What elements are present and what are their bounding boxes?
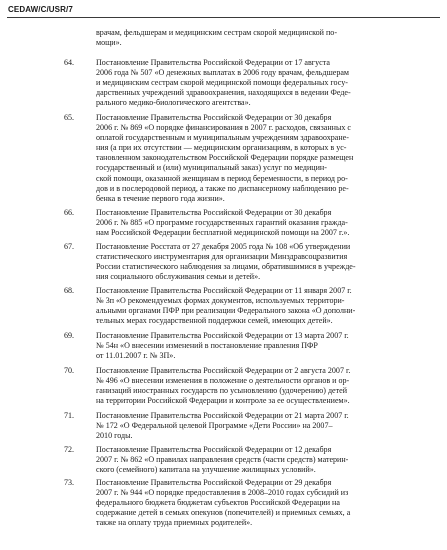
- text-line: № 3п «О рекомендуемых формах документов, используемых территори-: [96, 296, 345, 306]
- text-line: государственный и (или) муниципальный заказ) услуг по медицин-: [96, 163, 327, 173]
- item-number: 65.: [64, 113, 75, 122]
- text-line: Постановление Правительства Российской Федерации от 30 декабря: [96, 208, 332, 217]
- text-line: России статистического наблюдения за лицами, обратившимися в учрежде-: [96, 262, 356, 272]
- text-line: Постановление Росстата от 27 декабря 2005 года № 108 «Об утверждении: [96, 242, 351, 251]
- text-line: мощи».: [96, 38, 122, 48]
- text-line: № 54н «О внесении изменений в постановление правления ПФР: [96, 341, 318, 351]
- item-text: [96, 286, 392, 326]
- continuation-paragraph: [96, 28, 392, 48]
- item-text: [96, 331, 392, 361]
- document-symbol: CEDAW/C/USR/7: [8, 5, 73, 14]
- item-number: 67.: [64, 242, 75, 251]
- item-text: [96, 58, 392, 108]
- text-line: ния (а при их отсутствии — медицинским организациям, в которых в ус-: [96, 143, 347, 153]
- item-number: 71.: [64, 411, 75, 420]
- text-line: 2007 г. № 862 «О правилах направления средств (части средств) материн-: [96, 455, 349, 465]
- text-line: Постановление Правительства Российской Федерации от 29 декабря: [96, 478, 332, 487]
- item-text: [96, 208, 392, 238]
- text-line: 2006 года № 507 «О денежных выплатах в 2006 году врачам, фельдшерам: [96, 68, 350, 78]
- text-line: Постановление Правительства Российской Федерации от 17 августа: [96, 58, 330, 67]
- text-line: и медицинским сестрам скорой медицинской помощи федеральных госу-: [96, 78, 348, 88]
- text-line: 2006 г. № 869 «О порядке финансирования в 2007 г. расходов, связанных с: [96, 123, 351, 133]
- text-line: 2006 г. № 885 «О программе государственных гарантий оказания гражда-: [96, 218, 348, 228]
- text-line: дарственных учреждений здравоохранения, находящихся в ведении Феде-: [96, 88, 351, 98]
- item-text: [96, 445, 392, 475]
- text-line: Постановление Правительства Российской Федерации от 30 декабря: [96, 113, 332, 122]
- item-number: 70.: [64, 366, 75, 375]
- text-line: ганизаций иностранных государств по усыновлению (удочерению) детей: [96, 386, 348, 396]
- item-number: 72.: [64, 445, 75, 454]
- text-line: рального медико-биологического агентства».: [96, 98, 251, 108]
- item-number: 64.: [64, 58, 75, 67]
- text-line: от 11.01.2007 г. № 3П».: [96, 351, 176, 361]
- text-line: тельных мерах государственной поддержки семей, имеющих детей».: [96, 316, 333, 326]
- text-line: оплатой государственным и муниципальным учреждениям здравоохране-: [96, 133, 349, 143]
- item-number: 69.: [64, 331, 75, 340]
- item-text: [96, 242, 392, 282]
- text-line: № 496 «О внесении изменения в положение о деятельности органов и ор-: [96, 376, 350, 386]
- text-line: федерального бюджета бюджетам субъектов Российской Федерации на: [96, 498, 340, 508]
- item-number: 66.: [64, 208, 75, 217]
- text-line: на территории Российской Федерации и контроле за ее осуществлением».: [96, 396, 350, 406]
- item-number: 73.: [64, 478, 75, 487]
- item-text: [96, 366, 392, 406]
- text-line: Постановление Правительства Российской Федерации от 21 марта 2007 г.: [96, 411, 349, 420]
- text-line: 2007 г. № 944 «О порядке предоставления в 2008–2010 годах субсидий из: [96, 488, 349, 498]
- text-line: статистического инструментария для организации Минздравсоцразвития: [96, 252, 348, 262]
- text-line: ния социального обслуживания семьи и детей».: [96, 272, 261, 282]
- text-line: содержание детей в семьях опекунов (попечителей) и приемных семьях, а: [96, 508, 351, 518]
- text-line: ской помощи, оказанной женщинам в период беременности, в период ро-: [96, 173, 348, 183]
- text-line: Постановление Правительства Российской Федерации от 13 марта 2007 г.: [96, 331, 349, 340]
- text-line: ского (семейного) капитала на улучшение жилищных условий».: [96, 465, 316, 475]
- text-line: Постановление Правительства Российской Федерации от 12 декабря: [96, 445, 332, 454]
- text-line: 2010 годы.: [96, 431, 133, 441]
- item-number: 68.: [64, 286, 75, 295]
- text-line: врачам, фельдшерам и медицинским сестрам скорой медицинской по-: [96, 28, 338, 37]
- item-text: [96, 478, 392, 528]
- item-text: [96, 411, 392, 441]
- text-line: тановленном законодательством Российской Федерации порядке размещен: [96, 153, 354, 163]
- text-line: Постановление Правительства Российской Федерации от 2 августа 2007 г.: [96, 366, 351, 375]
- header-divider: [7, 17, 440, 18]
- text-line: также на оплату труда приемных родителей».: [96, 518, 253, 528]
- text-line: дов и в послеродовой период, а также по диспансерному наблюдению ре-: [96, 183, 349, 193]
- text-line: № 172 «О Федеральной целевой Программе «Дети России» на 2007–: [96, 421, 333, 431]
- text-line: Постановление Правительства Российской Федерации от 11 января 2007 г.: [96, 286, 352, 295]
- text-line: бенка в течение первого года жизни».: [96, 193, 225, 203]
- item-text: [96, 113, 392, 204]
- text-line: нам Российской Федерации бесплатной медицинской помощи на 2007 г.».: [96, 228, 350, 238]
- text-line: альными органами ПФР при реализации Федерального закона «О дополни-: [96, 306, 356, 316]
